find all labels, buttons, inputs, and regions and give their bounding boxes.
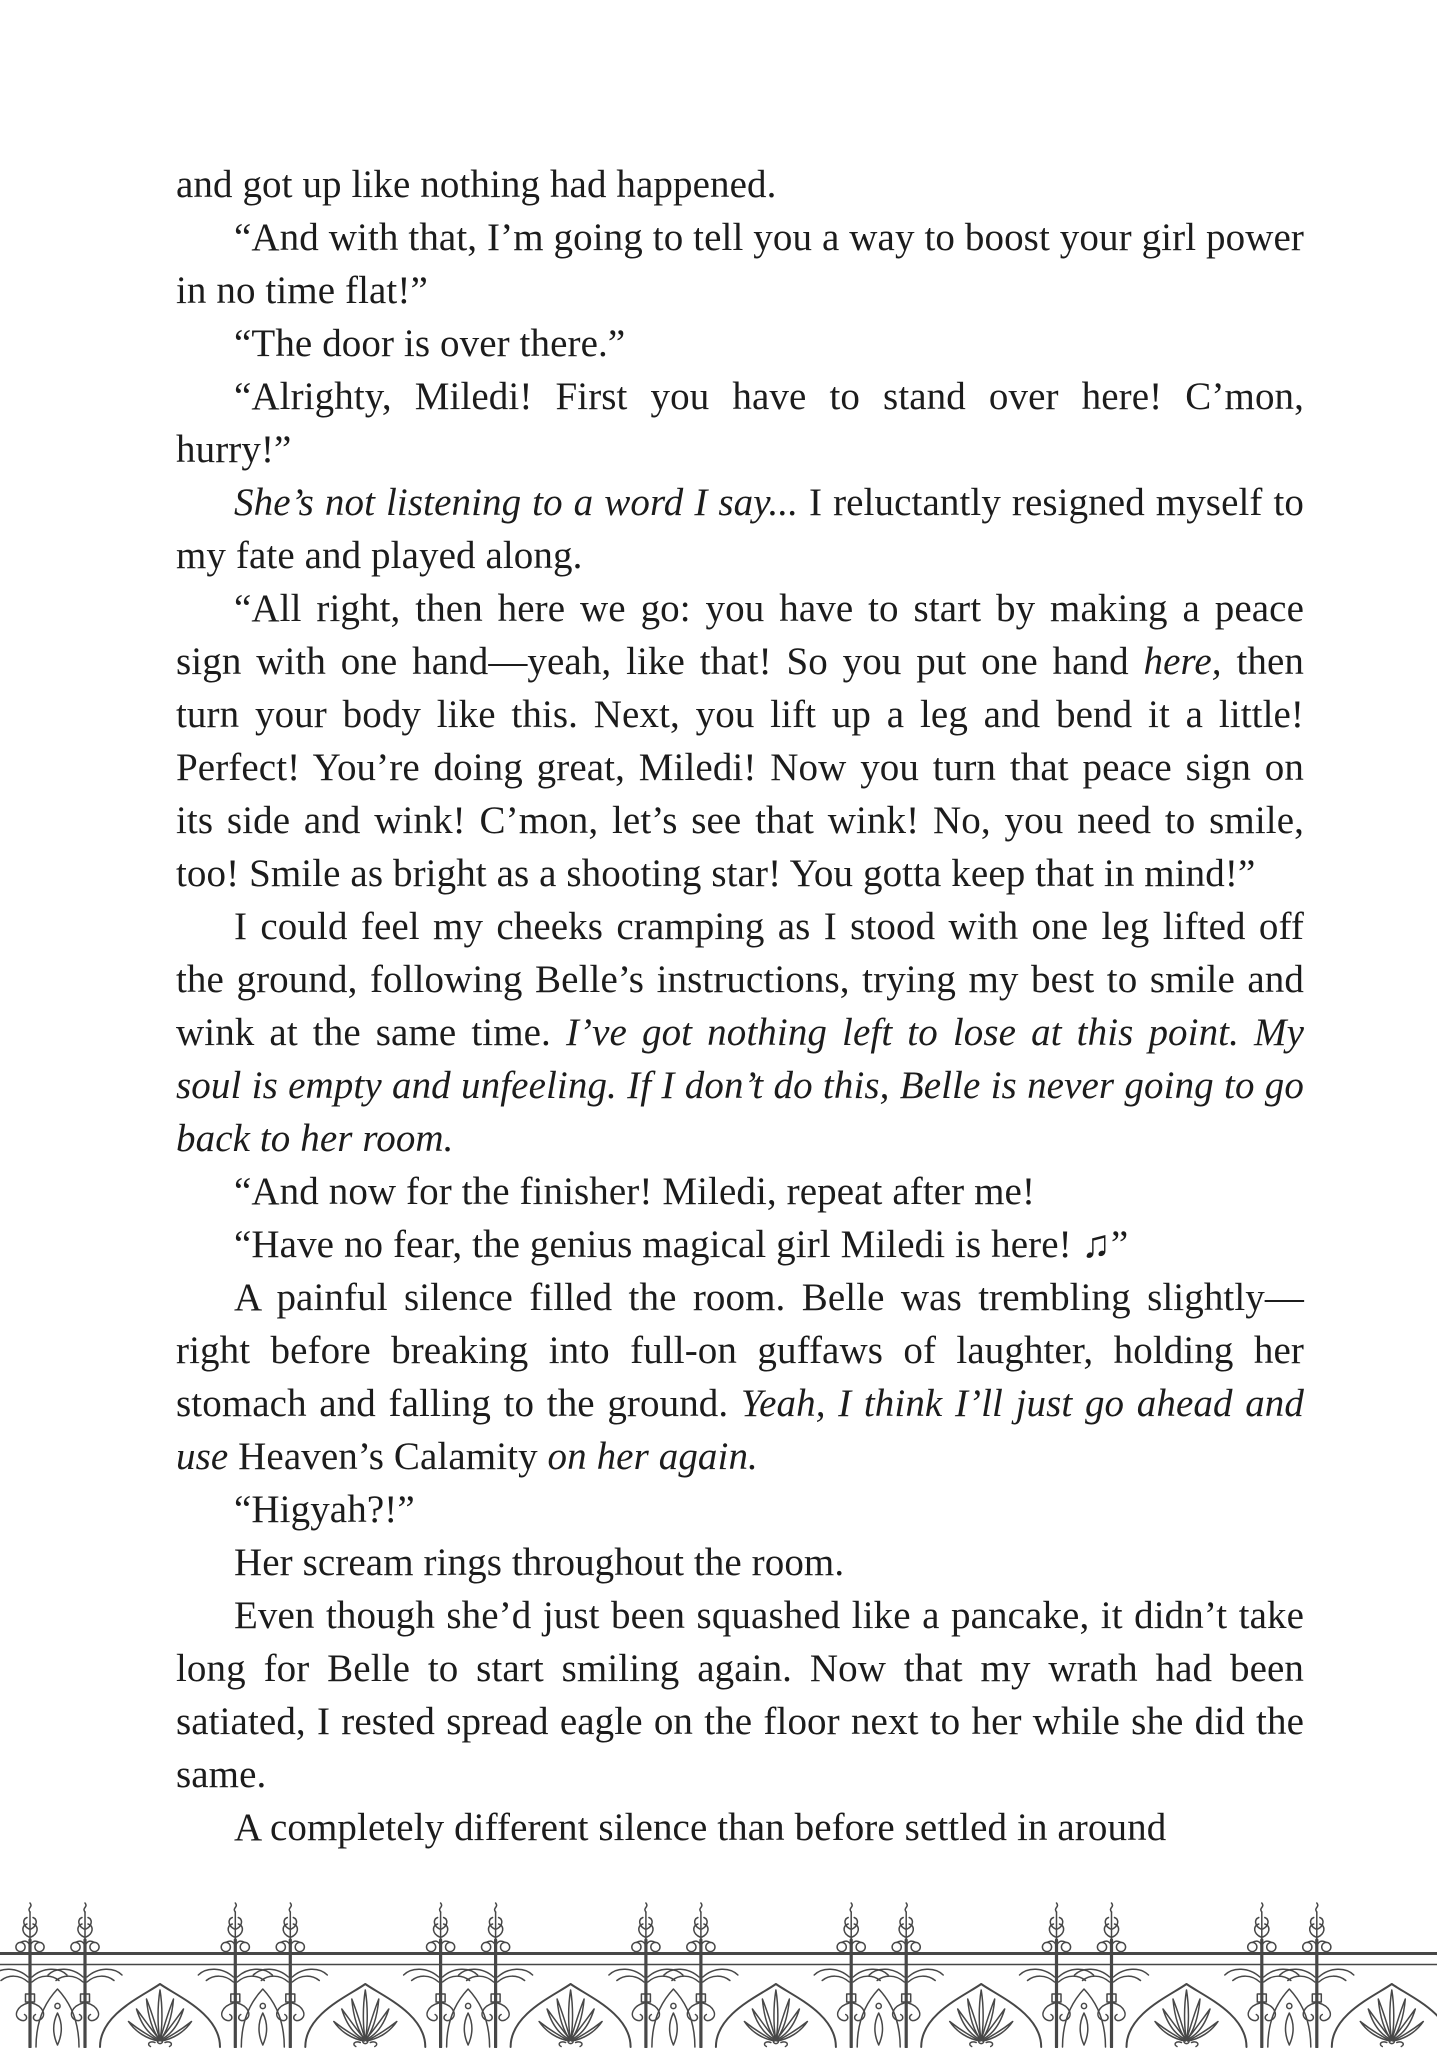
text-run: A completely different silence than before settled in around (234, 1806, 1167, 1849)
ornamental-border (0, 1902, 1437, 2048)
page-text (176, 158, 1304, 1854)
fence-border-illustration (0, 1902, 1437, 2048)
paragraph (176, 1483, 1304, 1536)
text-run: I reluctantly resigned myself to my fate and played along. (176, 481, 1304, 577)
paragraph (176, 900, 1304, 1165)
italic-text-run: on her again. (547, 1435, 758, 1478)
paragraph (176, 317, 1304, 370)
text-run: “All right, then here we go: you have to start by making a peace sign with one hand—yeah, like that! So you put one hand (176, 587, 1304, 683)
paragraph (176, 158, 1304, 211)
paragraph (176, 1589, 1304, 1801)
paragraph (176, 1271, 1304, 1483)
paragraph (176, 211, 1304, 317)
italic-text-run: I’ve got nothing left to lose at this point. My soul is empty and unfeeling. If I don’t do this, Belle is never going to go back to her room. (176, 1011, 1304, 1160)
paragraph (176, 1801, 1304, 1854)
text-run: I could feel my cheeks cramping as I stood with one leg lifted off the ground, following Belle’s instructions, trying my best to smile and wink at the same time. (176, 905, 1304, 1054)
text-run: “Alrighty, Miledi! First you have to stand over here! C’mon, hurry!” (176, 375, 1304, 471)
text-run: “Higyah?!” (234, 1488, 415, 1531)
italic-text-run: She’s not listening to a word I say... (234, 481, 799, 524)
text-run: “And now for the finisher! Miledi, repeat after me! (234, 1170, 1036, 1213)
text-run: Even though she’d just been squashed like a pancake, it didn’t take long for Belle to start smiling again. Now that my wrath had been satiated, I rested spread eagle on the floor next to her while she did the same. (176, 1594, 1304, 1796)
text-run: “And with that, I’m going to tell you a way to boost your girl power in no time flat!” (176, 216, 1304, 312)
italic-text-run: here, (1143, 640, 1222, 683)
paragraph (176, 370, 1304, 476)
text-run: then turn your body like this. Next, you lift up a leg and bend it a little! Perfect! You’re doing great, Miledi! Now you turn that peace sign on its side and wink! C’mon, let’s see that wink! No, you need to smile, too! Smile as bright as a shooting star! You gotta keep that in mind!” (176, 640, 1304, 895)
paragraph (176, 1218, 1304, 1271)
paragraph (176, 582, 1304, 900)
text-run: and got up like nothing had happened. (176, 163, 777, 206)
text-run: Heaven’s Calamity (238, 1435, 548, 1478)
paragraph (176, 1536, 1304, 1589)
text-run: A painful silence filled the room. Belle was trembling slightly—right before breaking into full-on guffaws of laughter, holding her stomach and falling to the ground. (176, 1276, 1304, 1425)
text-run: “Have no fear, the genius magical girl Miledi is here! ♫” (234, 1223, 1129, 1266)
text-run: Her scream rings throughout the room. (234, 1541, 845, 1584)
paragraph (176, 1165, 1304, 1218)
italic-text-run: Yeah, I think I’ll just go ahead and use (176, 1382, 1304, 1478)
text-run: “The door is over there.” (234, 322, 626, 365)
paragraph (176, 476, 1304, 582)
